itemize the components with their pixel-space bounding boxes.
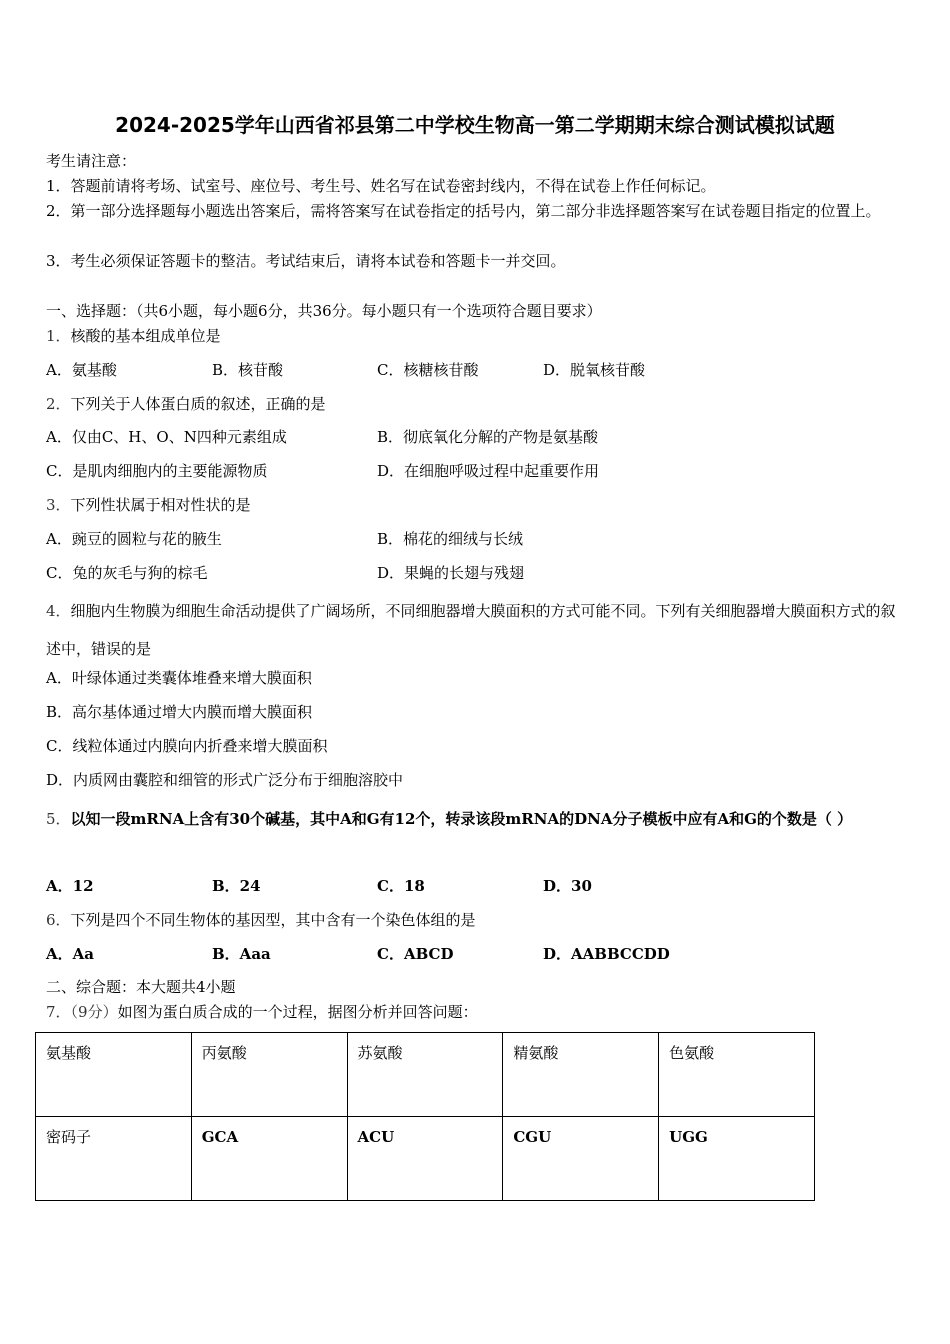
q5-option-a: A．12 bbox=[46, 877, 94, 895]
question-number: 3． bbox=[46, 496, 71, 514]
notice-item-3: 3．考生必须保证答题卡的整洁。考试结束后，请将本试卷和答题卡一并交回。 bbox=[46, 252, 566, 270]
q4-option-b: B．高尔基体通过增大内膜而增大膜面积 bbox=[46, 703, 313, 721]
table-cell: UGG bbox=[659, 1117, 815, 1201]
notice-item-1: 1．答题前请将考场、试室号、座位号、考生号、姓名写在试卷密封线内，不得在试卷上作任何标记。 bbox=[46, 177, 716, 195]
section1-heading: 一、选择题：（共6小题，每小题6分，共36分。每小题只有一个选项符合题目要求） bbox=[46, 302, 602, 320]
q4-option-a: A．叶绿体通过类囊体堆叠来增大膜面积 bbox=[46, 669, 312, 687]
question-text: 如图为蛋白质合成的一个过程，据图分析并回答问题： bbox=[117, 1003, 478, 1021]
table-cell: GCA bbox=[191, 1117, 347, 1201]
q5-option-b: B．24 bbox=[212, 877, 261, 895]
question-1 bbox=[46, 326, 221, 346]
page-title: 2024-2025学年山西省祁县第二中学校生物高一第二学期期末综合测试模拟试题 bbox=[115, 113, 835, 137]
question-number: 6． bbox=[46, 911, 71, 929]
q1-option-d: D．脱氧核苷酸 bbox=[543, 361, 646, 379]
question-text: 下列性状属于相对性状的是 bbox=[70, 496, 251, 514]
q3-option-d: D．果蝇的长翅与残翅 bbox=[377, 564, 525, 582]
table-row bbox=[36, 1117, 815, 1201]
q3-option-a: A．豌豆的圆粒与花的腋生 bbox=[46, 530, 222, 548]
question-number: 2． bbox=[46, 395, 71, 413]
table-cell: 精氨酸 bbox=[503, 1033, 659, 1117]
q1-option-b: B．核苷酸 bbox=[212, 361, 284, 379]
table-cell: 丙氨酸 bbox=[191, 1033, 347, 1117]
notice-item-2: 2．第一部分选择题每小题选出答案后，需将答案写在试卷指定的括号内，第二部分非选择题答案写在试卷题目指定的位置上。 bbox=[46, 202, 881, 220]
q4-option-d: D．内质网由囊腔和细管的形式广泛分布于细胞溶胶中 bbox=[46, 771, 404, 789]
question-number: 4． bbox=[46, 602, 71, 620]
question-number: 1． bbox=[46, 327, 71, 345]
table-cell: CGU bbox=[503, 1117, 659, 1201]
question-text: 细胞内生物膜为细胞生命活动提供了广阔场所，不同细胞器增大膜面积的方式可能不同。下列有关细胞器增大膜面积方式的叙述中，错误的是 bbox=[46, 602, 896, 658]
q2-option-a: A．仅由C、H、O、N四种元素组成 bbox=[46, 428, 287, 446]
q1-option-a: A．氨基酸 bbox=[46, 361, 117, 379]
q1-option-c: C．核糖核苷酸 bbox=[377, 361, 479, 379]
q2-option-d: D．在细胞呼吸过程中起重要作用 bbox=[377, 462, 600, 480]
question-number: 5． bbox=[46, 810, 71, 828]
question-number: 7． bbox=[46, 1003, 71, 1021]
q6-option-a: A．Aa bbox=[46, 945, 94, 963]
section2-heading: 二、综合题：本大题共4小题 bbox=[46, 978, 236, 996]
question-4 bbox=[46, 592, 908, 668]
codon-table bbox=[35, 1032, 815, 1201]
question-text: 下列是四个不同生物体的基因型，其中含有一个染色体组的是 bbox=[70, 911, 476, 929]
q6-option-c: C．ABCD bbox=[377, 945, 454, 963]
question-text: 以知一段mRNA上含有30个碱基，其中A和G有12个，转录该段mRNA的DNA分子模板中应有A和G的个数是（ ） bbox=[70, 810, 853, 828]
question-score: （9分） bbox=[70, 1003, 118, 1021]
question-text: 下列关于人体蛋白质的叙述，正确的是 bbox=[70, 395, 326, 413]
q3-option-c: C．兔的灰毛与狗的棕毛 bbox=[46, 564, 208, 582]
table-cell: ACU bbox=[347, 1117, 503, 1201]
table-row bbox=[36, 1033, 815, 1117]
q3-option-b: B．棉花的细绒与长绒 bbox=[377, 530, 524, 548]
question-2 bbox=[46, 394, 326, 414]
q5-option-c: C．18 bbox=[377, 877, 425, 895]
table-cell: 苏氨酸 bbox=[347, 1033, 503, 1117]
q6-option-d: D．AABBCCDD bbox=[543, 945, 670, 963]
table-cell: 氨基酸 bbox=[36, 1033, 192, 1117]
table-cell: 密码子 bbox=[36, 1117, 192, 1201]
question-text: 核酸的基本组成单位是 bbox=[70, 327, 221, 345]
q2-option-c: C．是肌肉细胞内的主要能源物质 bbox=[46, 462, 268, 480]
question-6 bbox=[46, 910, 476, 930]
question-3 bbox=[46, 495, 251, 515]
q4-option-c: C．线粒体通过内膜向内折叠来增大膜面积 bbox=[46, 737, 328, 755]
q5-option-d: D．30 bbox=[543, 877, 592, 895]
q2-option-b: B．彻底氧化分解的产物是氨基酸 bbox=[377, 428, 599, 446]
table-cell: 色氨酸 bbox=[659, 1033, 815, 1117]
q6-option-b: B．Aaa bbox=[212, 945, 271, 963]
notice-heading: 考生请注意： bbox=[46, 152, 137, 170]
question-7 bbox=[46, 1002, 478, 1022]
question-5 bbox=[46, 800, 908, 838]
